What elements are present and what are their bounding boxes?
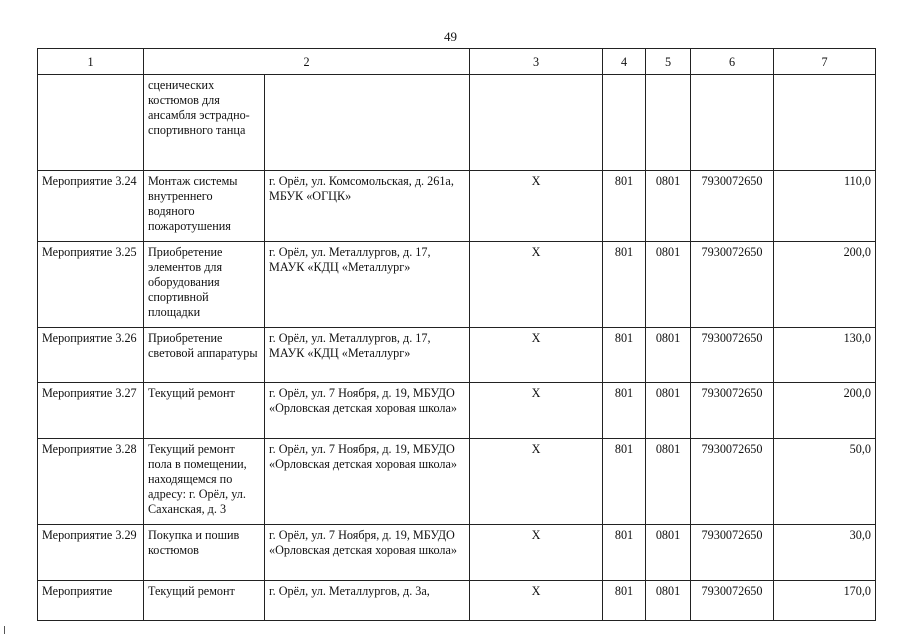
mark-cell: X bbox=[470, 171, 603, 242]
table-row bbox=[38, 171, 876, 242]
description-cell: Приобретение световой аппаратуры bbox=[144, 328, 265, 383]
measure-cell: Мероприятие 3.25 bbox=[38, 242, 144, 328]
amount-cell: 200,0 bbox=[774, 383, 876, 439]
table-row bbox=[38, 525, 876, 581]
measure-cell bbox=[38, 75, 144, 171]
scan-mark bbox=[4, 626, 5, 634]
description-cell: Приобретение элементов для оборудования спортивной площадки bbox=[144, 242, 265, 328]
measure-cell: Мероприятие 3.28 bbox=[38, 439, 144, 525]
table-row bbox=[38, 581, 876, 621]
description-cell: сценических костюмов для ансамбля эстрадно-спортивного танца bbox=[144, 75, 265, 171]
description-cell: Покупка и пошив костюмов bbox=[144, 525, 265, 581]
description-cell: Монтаж системы внутреннего водяного пожаротушения bbox=[144, 171, 265, 242]
description-cell: Текущий ремонт bbox=[144, 383, 265, 439]
measure-cell: Мероприятие bbox=[38, 581, 144, 621]
header-row bbox=[38, 49, 876, 75]
code-cell: 801 bbox=[603, 242, 646, 328]
target-code-cell: 7930072650 bbox=[691, 171, 774, 242]
column-header-1: 1 bbox=[38, 49, 144, 75]
column-header-7: 7 bbox=[774, 49, 876, 75]
code-cell bbox=[603, 75, 646, 171]
code-cell: 801 bbox=[603, 383, 646, 439]
address-cell: г. Орёл, ул. Металлургов, д. 3а, bbox=[265, 581, 470, 621]
amount-cell: 50,0 bbox=[774, 439, 876, 525]
address-cell: г. Орёл, ул. 7 Ноября, д. 19, МБУДО «Орловская детская хоровая школа» bbox=[265, 383, 470, 439]
column-header-3: 3 bbox=[470, 49, 603, 75]
address-cell: г. Орёл, ул. 7 Ноября, д. 19, МБУДО «Орловская детская хоровая школа» bbox=[265, 525, 470, 581]
measure-cell: Мероприятие 3.29 bbox=[38, 525, 144, 581]
column-header-4: 4 bbox=[603, 49, 646, 75]
amount-cell: 30,0 bbox=[774, 525, 876, 581]
amount-cell: 110,0 bbox=[774, 171, 876, 242]
address-cell bbox=[265, 75, 470, 171]
mark-cell: X bbox=[470, 439, 603, 525]
table-row bbox=[38, 242, 876, 328]
measure-cell: Мероприятие 3.24 bbox=[38, 171, 144, 242]
mark-cell: X bbox=[470, 525, 603, 581]
target-code-cell: 7930072650 bbox=[691, 525, 774, 581]
column-header-2: 2 bbox=[144, 49, 470, 75]
code-cell: 801 bbox=[603, 439, 646, 525]
page-number: 49 bbox=[444, 29, 457, 44]
mark-cell bbox=[470, 75, 603, 171]
address-cell: г. Орёл, ул. Металлургов, д. 17, МАУК «КДЦ «Металлург» bbox=[265, 328, 470, 383]
address-cell: г. Орёл, ул. Металлургов, д. 17, МАУК «КДЦ «Металлург» bbox=[265, 242, 470, 328]
section-cell: 0801 bbox=[646, 383, 691, 439]
section-cell: 0801 bbox=[646, 328, 691, 383]
code-cell: 801 bbox=[603, 581, 646, 621]
amount-cell: 130,0 bbox=[774, 328, 876, 383]
table-row bbox=[38, 75, 876, 171]
measure-cell: Мероприятие 3.27 bbox=[38, 383, 144, 439]
amount-cell bbox=[774, 75, 876, 171]
amount-cell: 170,0 bbox=[774, 581, 876, 621]
address-cell: г. Орёл, ул. 7 Ноября, д. 19, МБУДО «Орловская детская хоровая школа» bbox=[265, 439, 470, 525]
table-row bbox=[38, 328, 876, 383]
mark-cell: X bbox=[470, 328, 603, 383]
description-cell: Текущий ремонт пола в помещении, находящемся по адресу: г. Орёл, ул. Саханская, д. 3 bbox=[144, 439, 265, 525]
measure-cell: Мероприятие 3.26 bbox=[38, 328, 144, 383]
section-cell: 0801 bbox=[646, 525, 691, 581]
mark-cell: X bbox=[470, 581, 603, 621]
target-code-cell: 7930072650 bbox=[691, 383, 774, 439]
section-cell: 0801 bbox=[646, 439, 691, 525]
section-cell bbox=[646, 75, 691, 171]
target-code-cell bbox=[691, 75, 774, 171]
mark-cell: X bbox=[470, 383, 603, 439]
table-row bbox=[38, 439, 876, 525]
target-code-cell: 7930072650 bbox=[691, 328, 774, 383]
section-cell: 0801 bbox=[646, 171, 691, 242]
amount-cell: 200,0 bbox=[774, 242, 876, 328]
address-cell: г. Орёл, ул. Комсомольская, д. 261а, МБУК «ОГЦК» bbox=[265, 171, 470, 242]
target-code-cell: 7930072650 bbox=[691, 439, 774, 525]
budget-table bbox=[37, 48, 876, 621]
column-header-5: 5 bbox=[646, 49, 691, 75]
mark-cell: X bbox=[470, 242, 603, 328]
target-code-cell: 7930072650 bbox=[691, 242, 774, 328]
section-cell: 0801 bbox=[646, 581, 691, 621]
target-code-cell: 7930072650 bbox=[691, 581, 774, 621]
table-row bbox=[38, 383, 876, 439]
code-cell: 801 bbox=[603, 328, 646, 383]
description-cell: Текущий ремонт bbox=[144, 581, 265, 621]
column-header-6: 6 bbox=[691, 49, 774, 75]
section-cell: 0801 bbox=[646, 242, 691, 328]
code-cell: 801 bbox=[603, 171, 646, 242]
code-cell: 801 bbox=[603, 525, 646, 581]
